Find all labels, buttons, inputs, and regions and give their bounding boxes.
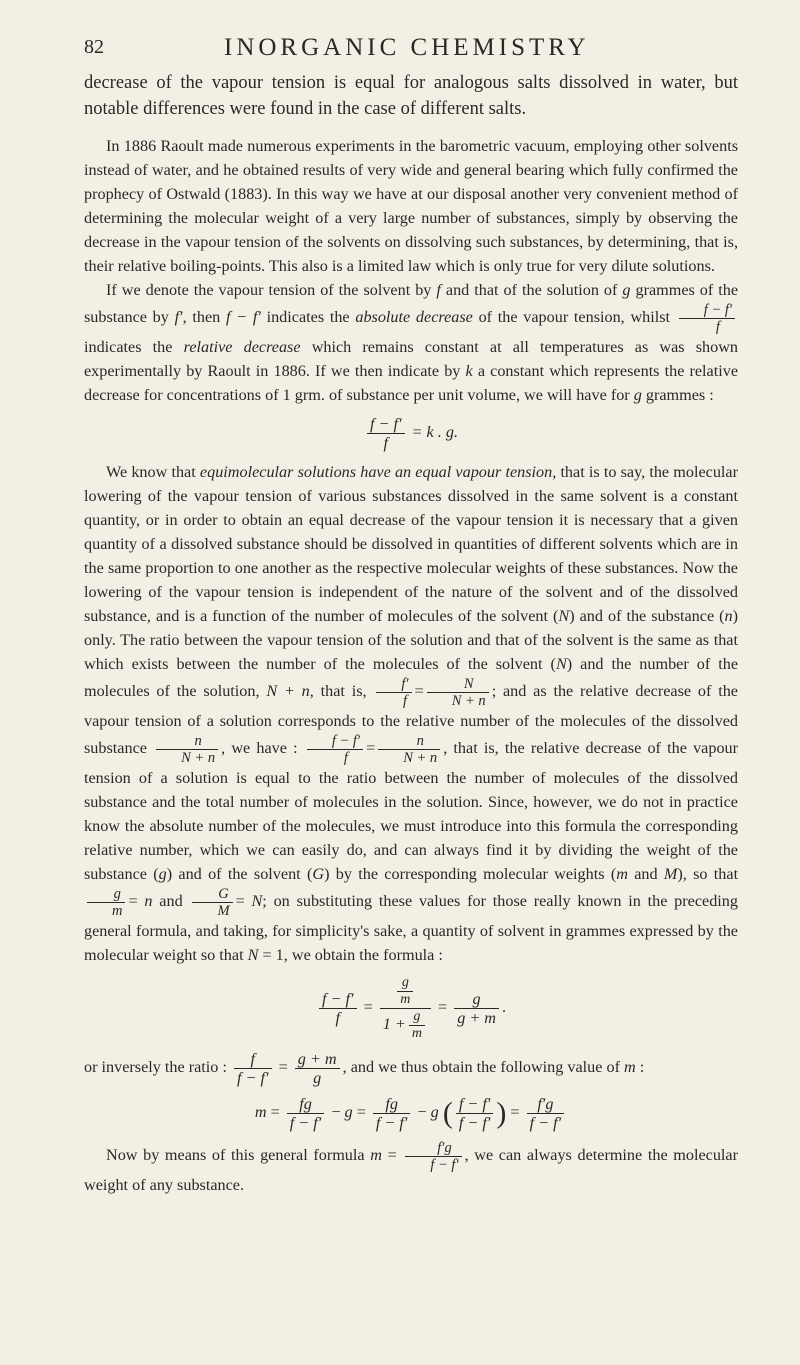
paragraph-notation: If we denote the vapour tension of the solvent by f and that of the solution of g grammes of the substance by f′, then f − f′ indicates the absolute decrease of the vapour tension, whilst $\frac{f - f'}{f}$ indicates the relative decrease which remains constant at all temperatures as was shown experimentally by Raoult in 1886. If we then indicate by k a constant which represents the relative decrease for concentrations of 1 grm. of substance per unit volume, we will have for g grammes : <box>84 281 739 404</box>
page-header <box>84 34 738 64</box>
page-number: 82 <box>84 36 104 58</box>
paragraph-conclusion: Now by means of this general formula m = $\frac{f'g}{f - f'}$ , we can always determine the molecular weight of any substance. <box>84 1140 738 1194</box>
body-text <box>84 70 738 1197</box>
term-equimolecular-solutions: equimolecular solutions have an equal vapour tension, <box>199 463 557 481</box>
lead-paragraph: decrease of the vapour tension is equal for analogous salts dissolved in water, but notable differences were found in the case of different salts. <box>84 73 738 119</box>
term-relative-decrease: relative decrease <box>183 338 301 356</box>
paragraph-inverse-ratio: or inversely the ratio : $\frac{f}{f - f'}$ = $\frac{g + m}{g}$ , and we thus obtain the following value of m : <box>84 1050 645 1087</box>
fraction-relative-decrease: $\frac{f - f'}{f}$ <box>679 302 735 335</box>
equation-relative-decrease: $\frac{f - f'}{f}$ = k . g. <box>84 415 738 452</box>
paragraph-equimolecular: We know that equimolecular solutions have an equal vapour tension, that is to say, the molecular lowering of the vapour tension of various substances dissolved in the same solvent is a constant quantity, or in order to obtain an equal decrease of the vapour tension it is necessary that a given quantity of a dissolved substance should be dissolved in quantities of different solvents which are in the same proportion to one another as the respective molecular weights of these substances. Now the lowering of the vapour tension is independent of the nature of the solvent and of the dissolved substance, and is a function of the number of molecules of the solvent (N) and of the substance (n) only. The ratio between the vapour tension of the solution and that of the solvent is the same as that which exists between the number of the molecules of the solvent (N) and the number of the molecules of the solution, N + n, that is, $\frac{f'}{f}$ = $\frac{N}{N + n}$ ; and as the relative decrease of the vapour tension of a solution corresponds to the relative number of the molecules of the dissolved substance $\frac{n}{N + n}$ , we have : $\frac{f - f'}{f}$ = $\frac{n}{N + n}$ , that is, the relative decrease of the vapour tension of a solution is equal to the ratio between the number of molecules of the dissolved substance and the total number of molecules in the solution. Since, however, we do not in practice know the absolute number of the molecules, we must introduce into this formula the corresponding relative number, which we can easily do, and can always find it by dividing the weight of the substance (g) and of the solvent (G) by the corresponding molecular weights (m and M), so that $\frac{g}{m}$ = n and $\frac{G}{M}$ = N; on substituting these values for those really known in the preceding general formula, and taking, for simplicity's sake, a quantity of solvent in grammes expressed by the molecular weight so that N = 1, we obtain the formula : <box>84 463 739 964</box>
equation-main-formula: $\frac{f - f'}{f}$ = $\frac{g}{m}$ 1 + $\frac{g}{m}$ = $\frac{g}{g + m}$ . <box>84 975 738 1042</box>
paragraph-raoult: In 1886 Raoult made numerous experiments in the barometric vacuum, employing other solvents instead of water, and he obtained results of very wide and general bearing which fully confirmed the prophecy of Ostwald (1883). In this way we have at our disposal another very convenient method of determining the molecular weight of a very large number of substances, simply by observing the decrease in the vapour tension of the solvents on dissolving such substances, by determining, that is, their relative boiling-points. This also is a limited law which is only true for very dilute solutions. <box>84 137 738 275</box>
equation-molecular-weight: m = $\frac{fg}{f - f'}$ − g = $\frac{fg}{f - f'}$ − g ( $\frac{f - f'}{f - f'}$ ) = $\frac{f'g}{f - f'}$ <box>84 1095 738 1132</box>
term-absolute-decrease: absolute decrease <box>355 308 473 327</box>
running-title: INORGANIC CHEMISTRY <box>224 34 590 61</box>
